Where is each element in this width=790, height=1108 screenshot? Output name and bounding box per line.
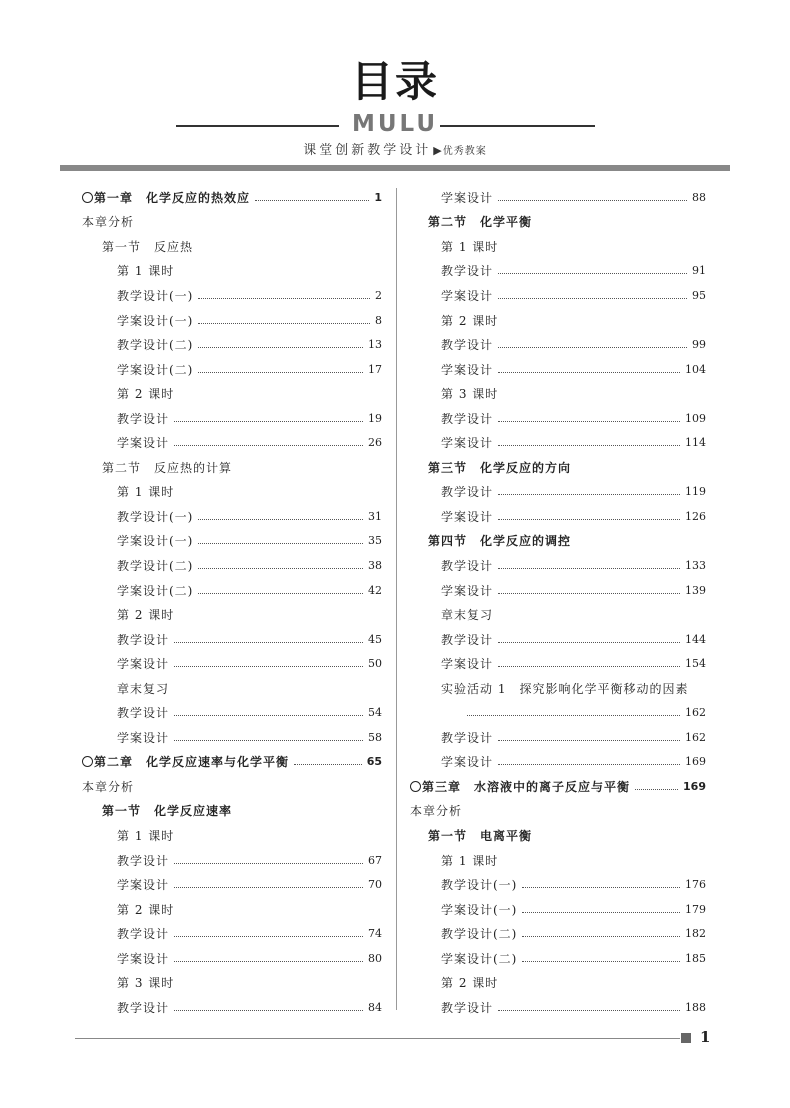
toc-entry-page: 65 <box>366 755 382 769</box>
toc-entry-title: 第 2 课时 <box>441 976 499 991</box>
dot-leader <box>498 421 680 422</box>
dot-leader <box>198 543 363 544</box>
dot-leader <box>498 568 680 569</box>
toc-entry[interactable] <box>410 602 706 627</box>
toc-entry-title: 教学设计 <box>441 730 494 745</box>
toc-entry-title: 学案设计 <box>117 730 170 745</box>
toc-entry[interactable] <box>82 185 382 210</box>
toc-entry-title: 第一节 化学反应速率 <box>102 804 233 819</box>
toc-entry[interactable] <box>82 725 382 750</box>
toc-entry[interactable] <box>410 872 706 897</box>
toc-entry-page: 31 <box>368 509 382 523</box>
toc-entry-title: 第二节 化学平衡 <box>428 215 533 230</box>
toc-entry[interactable] <box>410 283 706 308</box>
dot-leader <box>498 1010 680 1011</box>
toc-entry-title: 学案设计(二) <box>117 362 194 377</box>
toc-entry-page: 74 <box>368 927 382 941</box>
toc-entry[interactable] <box>82 357 382 382</box>
toc-entry[interactable] <box>410 357 706 382</box>
toc-entry[interactable] <box>82 259 382 284</box>
toc-entry[interactable] <box>82 946 382 971</box>
toc-entry-title: 第一章 化学反应的热效应 <box>94 190 251 205</box>
toc-entry-title: 学案设计(二) <box>117 583 194 598</box>
toc-entry-page: 80 <box>368 951 382 965</box>
toc-entry-title: 教学设计 <box>441 485 494 500</box>
dot-leader <box>198 298 370 299</box>
toc-entry[interactable] <box>82 676 382 701</box>
dot-leader <box>294 764 362 765</box>
toc-entry[interactable] <box>82 480 382 505</box>
dot-leader <box>198 372 363 373</box>
toc-entry-title: 学案设计(一) <box>117 313 194 328</box>
toc-entry[interactable] <box>410 406 706 431</box>
toc-entry[interactable] <box>410 750 706 775</box>
dot-leader <box>174 1010 363 1011</box>
toc-entry-page: 154 <box>685 657 706 671</box>
toc-entry[interactable] <box>82 897 382 922</box>
toc-entry-title: 学案设计 <box>441 288 494 303</box>
toc-entry-title: 第一节 反应热 <box>102 239 194 254</box>
toc-entry[interactable] <box>410 480 706 505</box>
toc-entry-title: 学案设计 <box>441 583 494 598</box>
toc-entry-page: 139 <box>685 583 706 597</box>
toc-entry-page: 19 <box>368 411 382 425</box>
toc-entry-page: 38 <box>368 558 382 572</box>
toc-entry-page: 176 <box>685 878 706 892</box>
toc-entry[interactable] <box>410 210 706 235</box>
toc-entry-page: 188 <box>685 1000 706 1014</box>
toc-entry[interactable] <box>82 750 382 775</box>
dot-leader <box>498 494 680 495</box>
toc-entry-page: 133 <box>685 558 706 572</box>
toc-entry-title: 教学设计(一) <box>117 288 194 303</box>
toc-entry[interactable] <box>410 185 706 210</box>
toc-entry-title: 第 2 课时 <box>117 608 175 623</box>
toc-entry-title: 学案设计(一) <box>441 902 518 917</box>
dot-leader <box>498 593 680 594</box>
toc-entry[interactable] <box>410 823 706 848</box>
toc-entry[interactable] <box>82 774 382 799</box>
toc-entry[interactable] <box>410 700 706 725</box>
toc-entry-title: 学案设计 <box>441 755 494 770</box>
toc-entry[interactable] <box>82 381 382 406</box>
toc-entry-title: 章末复习 <box>441 608 494 623</box>
dot-leader <box>467 715 680 716</box>
toc-entry-page: 104 <box>685 362 706 376</box>
toc-entry[interactable] <box>82 553 382 578</box>
column-divider <box>396 188 397 1010</box>
series-subtitle <box>0 143 790 160</box>
toc-entry[interactable] <box>82 651 382 676</box>
toc-entry-title: 学案设计 <box>441 509 494 524</box>
dot-leader <box>498 347 687 348</box>
dot-leader <box>498 764 680 765</box>
toc-entry-page: 114 <box>685 436 706 450</box>
toc-entry[interactable] <box>410 897 706 922</box>
page-header <box>0 0 790 175</box>
toc-entry[interactable] <box>410 995 706 1020</box>
toc-entry-page: 54 <box>368 706 382 720</box>
toc-entry-title: 教学设计 <box>117 853 170 868</box>
toc-entry[interactable] <box>82 234 382 259</box>
toc-entry-title: 教学设计(一) <box>441 878 518 893</box>
toc-entry-title: 第四节 化学反应的调控 <box>428 534 572 549</box>
dot-leader <box>255 200 369 201</box>
page-number: 1 <box>700 1028 711 1046</box>
toc-entry[interactable] <box>410 529 706 554</box>
toc-entry-page: 126 <box>685 509 706 523</box>
triangle-arrow-icon: ▶ <box>433 144 442 157</box>
page-title-english: MULU <box>351 111 439 137</box>
toc-entry-title: 第 2 课时 <box>117 902 175 917</box>
toc-entry[interactable] <box>82 700 382 725</box>
toc-entry[interactable] <box>82 283 382 308</box>
toc-entry[interactable] <box>410 651 706 676</box>
toc-entry-title: 教学设计(二) <box>441 927 518 942</box>
toc-entry-page: 162 <box>685 706 706 720</box>
toc-entry-page: 35 <box>368 534 382 548</box>
series-name: 课堂创新教学设计 <box>303 143 432 158</box>
toc-entry-page: 13 <box>368 338 382 352</box>
toc-entry-title: 学案设计 <box>117 657 170 672</box>
toc-entry[interactable] <box>410 725 706 750</box>
toc-entry-page: 70 <box>368 878 382 892</box>
dot-leader <box>522 887 680 888</box>
dot-leader <box>198 593 363 594</box>
toc-entry-page: 8 <box>375 313 382 327</box>
toc-entry-page: 109 <box>685 411 706 425</box>
dot-leader <box>498 298 687 299</box>
header-band <box>60 165 730 171</box>
toc-entry-page: 119 <box>685 485 706 499</box>
toc-entry[interactable] <box>82 406 382 431</box>
series-tag: 优秀教案 <box>442 146 487 157</box>
toc-entry-title: 章末复习 <box>117 681 170 696</box>
toc-entry-title: 教学设计(一) <box>117 509 194 524</box>
toc-entry-title: 学案设计 <box>441 190 494 205</box>
toc-entry-title: 教学设计 <box>441 264 494 279</box>
toc-entry-title: 第 2 课时 <box>441 313 499 328</box>
dot-leader <box>498 740 680 741</box>
toc-entry[interactable] <box>82 308 382 333</box>
toc-entry-title: 教学设计 <box>117 411 170 426</box>
dot-leader <box>174 740 363 741</box>
toc-entry-title: 教学设计 <box>117 632 170 647</box>
dot-leader <box>198 347 363 348</box>
toc-entry-title: 第 1 课时 <box>117 485 175 500</box>
dot-leader <box>635 789 678 790</box>
toc-entry[interactable] <box>82 921 382 946</box>
toc-entry-page: 1 <box>374 190 382 204</box>
toc-entry[interactable] <box>410 234 706 259</box>
toc-entry-page: 67 <box>368 853 382 867</box>
toc-entry[interactable] <box>410 381 706 406</box>
toc-entry[interactable] <box>82 332 382 357</box>
toc-entry-page: 185 <box>685 951 706 965</box>
toc-entry-page: 144 <box>685 632 706 646</box>
toc-entry-title: 教学设计 <box>441 411 494 426</box>
toc-entry-title: 学案设计 <box>441 657 494 672</box>
dot-leader <box>522 912 680 913</box>
toc-entry-title: 第 3 课时 <box>441 387 499 402</box>
toc-entry[interactable] <box>82 430 382 455</box>
dot-leader <box>498 666 680 667</box>
toc-entry[interactable] <box>82 578 382 603</box>
toc-entry-title: 学案设计 <box>117 951 170 966</box>
dot-leader <box>498 519 680 520</box>
dot-leader <box>498 372 680 373</box>
toc-entry[interactable] <box>410 799 706 824</box>
dot-leader <box>174 863 363 864</box>
toc-entry-title: 教学设计(二) <box>117 338 194 353</box>
toc-entry-title: 教学设计 <box>117 706 170 721</box>
dot-leader <box>174 887 363 888</box>
dot-leader <box>174 642 363 643</box>
toc-entry-page: 2 <box>375 288 382 302</box>
toc-entry-title: 本章分析 <box>82 779 135 794</box>
toc-entry[interactable] <box>82 210 382 235</box>
toc-entry-page: 169 <box>683 779 706 793</box>
dot-leader <box>198 568 363 569</box>
toc-entry-title: 第 3 课时 <box>117 976 175 991</box>
toc-entry[interactable] <box>410 308 706 333</box>
toc-entry[interactable] <box>410 553 706 578</box>
dot-leader <box>174 961 363 962</box>
toc-entry-title: 第 2 课时 <box>117 387 175 402</box>
toc-entry[interactable] <box>82 455 382 480</box>
toc-entry-page: 182 <box>685 927 706 941</box>
toc-entry-title: 学案设计 <box>117 436 170 451</box>
toc-entry-page: 91 <box>692 264 706 278</box>
toc-entry[interactable] <box>82 971 382 996</box>
toc-entry-title: 教学设计(二) <box>117 558 194 573</box>
toc-entry[interactable] <box>410 848 706 873</box>
toc-entry[interactable] <box>410 332 706 357</box>
dot-leader <box>174 445 363 446</box>
page-title: 目录 <box>350 57 439 106</box>
toc-entry-title: 第 1 课时 <box>441 239 499 254</box>
chapter-circle-icon <box>82 192 93 203</box>
footer-rule <box>75 1038 680 1039</box>
toc-entry-title: 教学设计 <box>441 338 494 353</box>
toc-entry[interactable] <box>410 578 706 603</box>
toc-entry-title: 第三章 水溶液中的离子反应与平衡 <box>422 779 631 794</box>
toc-entry-page: 179 <box>685 902 706 916</box>
toc-entry-title: 第三节 化学反应的方向 <box>428 460 572 475</box>
toc-entry[interactable] <box>410 676 706 701</box>
toc-entry[interactable] <box>410 259 706 284</box>
toc-entry-title: 教学设计 <box>441 1000 494 1015</box>
toc-entry-title: 教学设计 <box>441 558 494 573</box>
toc-entry[interactable] <box>410 455 706 480</box>
toc-column-right <box>410 185 706 1020</box>
toc-entry-page: 84 <box>368 1000 382 1014</box>
toc-entry-title: 本章分析 <box>410 804 463 819</box>
toc-entry-page: 42 <box>368 583 382 597</box>
toc-entry-title: 第 1 课时 <box>117 828 175 843</box>
toc-entry-title: 实验活动 1 探究影响化学平衡移动的因素 <box>441 681 689 696</box>
toc-entry-title: 第 1 课时 <box>441 853 499 868</box>
toc-entry[interactable] <box>410 774 706 799</box>
toc-entry[interactable] <box>82 602 382 627</box>
toc-entry[interactable] <box>82 995 382 1020</box>
toc-entry-title: 学案设计 <box>441 362 494 377</box>
toc-entry-page: 95 <box>692 288 706 302</box>
toc-entry[interactable] <box>82 529 382 554</box>
toc-entry-page: 26 <box>368 436 382 450</box>
toc-entry[interactable] <box>410 430 706 455</box>
toc-entry-title: 教学设计 <box>117 1000 170 1015</box>
dot-leader <box>522 961 680 962</box>
dot-leader <box>198 323 370 324</box>
toc-entry[interactable] <box>82 872 382 897</box>
chapter-circle-icon <box>410 781 421 792</box>
toc-entry-page: 162 <box>685 730 706 744</box>
toc-entry-title: 第二节 反应热的计算 <box>102 460 233 475</box>
toc-entry[interactable] <box>410 971 706 996</box>
toc-entry-title: 第一节 电离平衡 <box>428 828 533 843</box>
toc-entry-page: 45 <box>368 632 382 646</box>
toc-entry-title: 教学设计 <box>117 927 170 942</box>
toc-entry-title: 学案设计 <box>117 878 170 893</box>
toc-entry-title: 学案设计 <box>441 436 494 451</box>
dot-leader <box>498 642 680 643</box>
dot-leader <box>498 445 680 446</box>
toc-entry-title: 学案设计(一) <box>117 534 194 549</box>
dot-leader <box>522 936 680 937</box>
toc-entry-title: 第 1 课时 <box>117 264 175 279</box>
toc-entry[interactable] <box>82 848 382 873</box>
footer-marker <box>681 1033 691 1043</box>
dot-leader <box>174 421 363 422</box>
toc-entry-page: 50 <box>368 657 382 671</box>
dot-leader <box>174 936 363 937</box>
toc-entry-title: 学案设计(二) <box>441 951 518 966</box>
toc-entry[interactable] <box>410 921 706 946</box>
toc-entry-page: 17 <box>368 362 382 376</box>
dot-leader <box>198 519 363 520</box>
toc-entry-title: 第二章 化学反应速率与化学平衡 <box>94 755 290 770</box>
dot-leader <box>498 200 687 201</box>
toc-entry[interactable] <box>82 504 382 529</box>
toc-entry[interactable] <box>82 823 382 848</box>
toc-entry-title: 教学设计 <box>441 632 494 647</box>
toc-entry-page: 169 <box>685 755 706 769</box>
dot-leader <box>174 715 363 716</box>
toc-entry[interactable] <box>82 627 382 652</box>
toc-entry-page: 58 <box>368 730 382 744</box>
chapter-circle-icon <box>82 756 93 767</box>
toc-entry-page: 99 <box>692 338 706 352</box>
toc-entry[interactable] <box>82 799 382 824</box>
dot-leader <box>498 273 687 274</box>
toc-column-left <box>82 185 382 1020</box>
toc-entry[interactable] <box>410 946 706 971</box>
toc-entry-page: 88 <box>692 190 706 204</box>
dot-leader <box>174 666 363 667</box>
toc-entry[interactable] <box>410 627 706 652</box>
toc-entry-title: 本章分析 <box>82 215 135 230</box>
toc-entry[interactable] <box>410 504 706 529</box>
